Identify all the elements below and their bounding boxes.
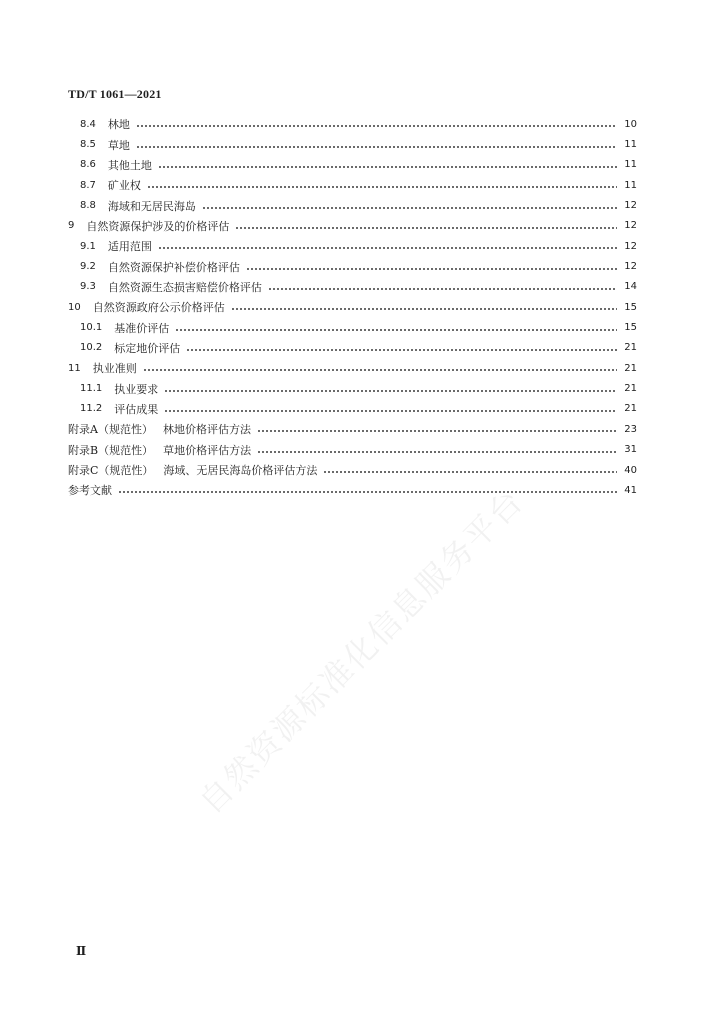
toc-entry-title: 执业要求 (114, 382, 159, 396)
toc-entry (68, 216, 637, 236)
toc-entry-page: 21 (624, 383, 637, 395)
toc-entry-title: 自然资源保护补偿价格评估 (107, 260, 240, 274)
toc-entry-page: 12 (624, 200, 637, 212)
toc-entry (68, 440, 637, 460)
toc-entry (68, 338, 637, 358)
toc-entry-title: 自然资源保护涉及的价格评估 (86, 219, 230, 233)
toc-entry-number: 附录B（规范性） (68, 443, 154, 457)
toc-entry-number: 10.2 (80, 342, 103, 354)
toc-entry-page: 21 (624, 362, 637, 374)
toc-entry-number: 10 (68, 301, 81, 313)
toc-entry (68, 358, 637, 378)
toc-entry (68, 175, 637, 195)
toc-entry-number: 11.2 (80, 403, 103, 415)
toc-entry-title: 评估成果 (114, 402, 159, 416)
toc-leader-dots (175, 328, 617, 332)
table-of-contents (68, 114, 637, 501)
toc-leader-dots (186, 348, 617, 352)
toc-entry-page: 11 (624, 159, 637, 171)
toc-entry-number: 8.7 (80, 179, 96, 191)
toc-entry-number: 9.1 (80, 240, 96, 252)
toc-entry-number: 10.1 (80, 322, 103, 334)
toc-entry-page: 21 (624, 342, 637, 354)
toc-entry (68, 256, 637, 276)
toc-leader-dots (143, 368, 617, 372)
toc-entry-title: 自然资源政府公示价格评估 (92, 301, 225, 315)
toc-entry (68, 195, 637, 215)
toc-entry-title: 林地价格评估方法 (162, 423, 251, 437)
toc-entry-title: 海域和无居民海岛 (107, 199, 196, 213)
toc-entry (68, 317, 637, 337)
toc-entry-title: 林地 (107, 118, 130, 132)
toc-leader-dots (202, 206, 617, 210)
toc-entry-number: 附录A（规范性） (68, 423, 153, 437)
toc-entry-number: 9.3 (80, 281, 96, 293)
toc-leader-dots (164, 389, 617, 393)
toc-entry-number: 9 (68, 220, 75, 232)
toc-leader-dots (158, 246, 617, 250)
toc-leader-dots (268, 287, 617, 291)
toc-entry (68, 114, 637, 134)
toc-leader-dots (147, 185, 617, 189)
toc-entry-page: 12 (624, 220, 637, 232)
toc-entry (68, 378, 637, 398)
toc-leader-dots (118, 490, 617, 494)
toc-leader-dots (257, 429, 617, 433)
toc-entry-page: 31 (624, 444, 637, 456)
toc-entry (68, 480, 637, 500)
toc-entry-number: 9.2 (80, 261, 96, 273)
toc-leader-dots (257, 450, 617, 454)
toc-entry-page: 10 (624, 118, 637, 130)
toc-leader-dots (158, 165, 617, 169)
toc-entry-title: 自然资源生态损害赔偿价格评估 (107, 280, 262, 294)
toc-entry-page: 40 (624, 464, 637, 476)
toc-entry-page: 12 (624, 261, 637, 273)
toc-leader-dots (231, 307, 617, 311)
document-code-header: TD/T 1061—2021 (68, 87, 162, 101)
toc-entry-page: 23 (624, 423, 637, 435)
toc-entry-page: 11 (624, 139, 637, 151)
toc-entry-title: 执业准则 (92, 362, 137, 376)
toc-leader-dots (136, 124, 617, 128)
toc-entry-page: 11 (624, 179, 637, 191)
toc-entry (68, 297, 637, 317)
toc-entry-title: 适用范围 (107, 240, 152, 254)
toc-leader-dots (235, 226, 617, 230)
toc-entry-title: 标定地价评估 (114, 341, 181, 355)
toc-entry-title: 参考文献 (68, 484, 112, 498)
toc-entry-title: 基准价评估 (114, 321, 170, 335)
toc-entry-number: 8.5 (80, 139, 96, 151)
toc-entry (68, 155, 637, 175)
toc-entry-page: 15 (624, 322, 637, 334)
toc-entry-title: 其他土地 (107, 158, 152, 172)
toc-entry-title: 矿业权 (107, 179, 141, 193)
toc-entry-page: 14 (624, 281, 637, 293)
toc-entry-page: 41 (624, 484, 637, 496)
toc-entry (68, 134, 637, 154)
toc-entry (68, 399, 637, 419)
toc-entry-number: 11 (68, 362, 81, 374)
toc-entry-number: 11.1 (80, 383, 103, 395)
toc-entry-number: 8.6 (80, 159, 96, 171)
toc-leader-dots (323, 470, 617, 474)
toc-entry-page: 12 (624, 240, 637, 252)
toc-entry-number: 8.4 (80, 118, 96, 130)
toc-entry (68, 460, 637, 480)
toc-entry-number: 附录C（规范性） (68, 464, 154, 478)
page-number-footer: Ⅱ (76, 944, 87, 958)
toc-leader-dots (136, 145, 617, 149)
watermark: 自然资源标准化信息服务平台 (191, 481, 532, 822)
toc-entry (68, 277, 637, 297)
toc-leader-dots (246, 267, 617, 271)
toc-entry-page: 15 (624, 301, 637, 313)
toc-entry (68, 236, 637, 256)
toc-entry-number: 8.8 (80, 200, 96, 212)
toc-entry-title: 草地 (107, 138, 130, 152)
toc-leader-dots (164, 409, 617, 413)
toc-entry-title: 海域、无居民海岛价格评估方法 (163, 464, 318, 478)
toc-entry (68, 419, 637, 439)
toc-entry-page: 21 (624, 403, 637, 415)
toc-entry-title: 草地价格评估方法 (163, 443, 252, 457)
